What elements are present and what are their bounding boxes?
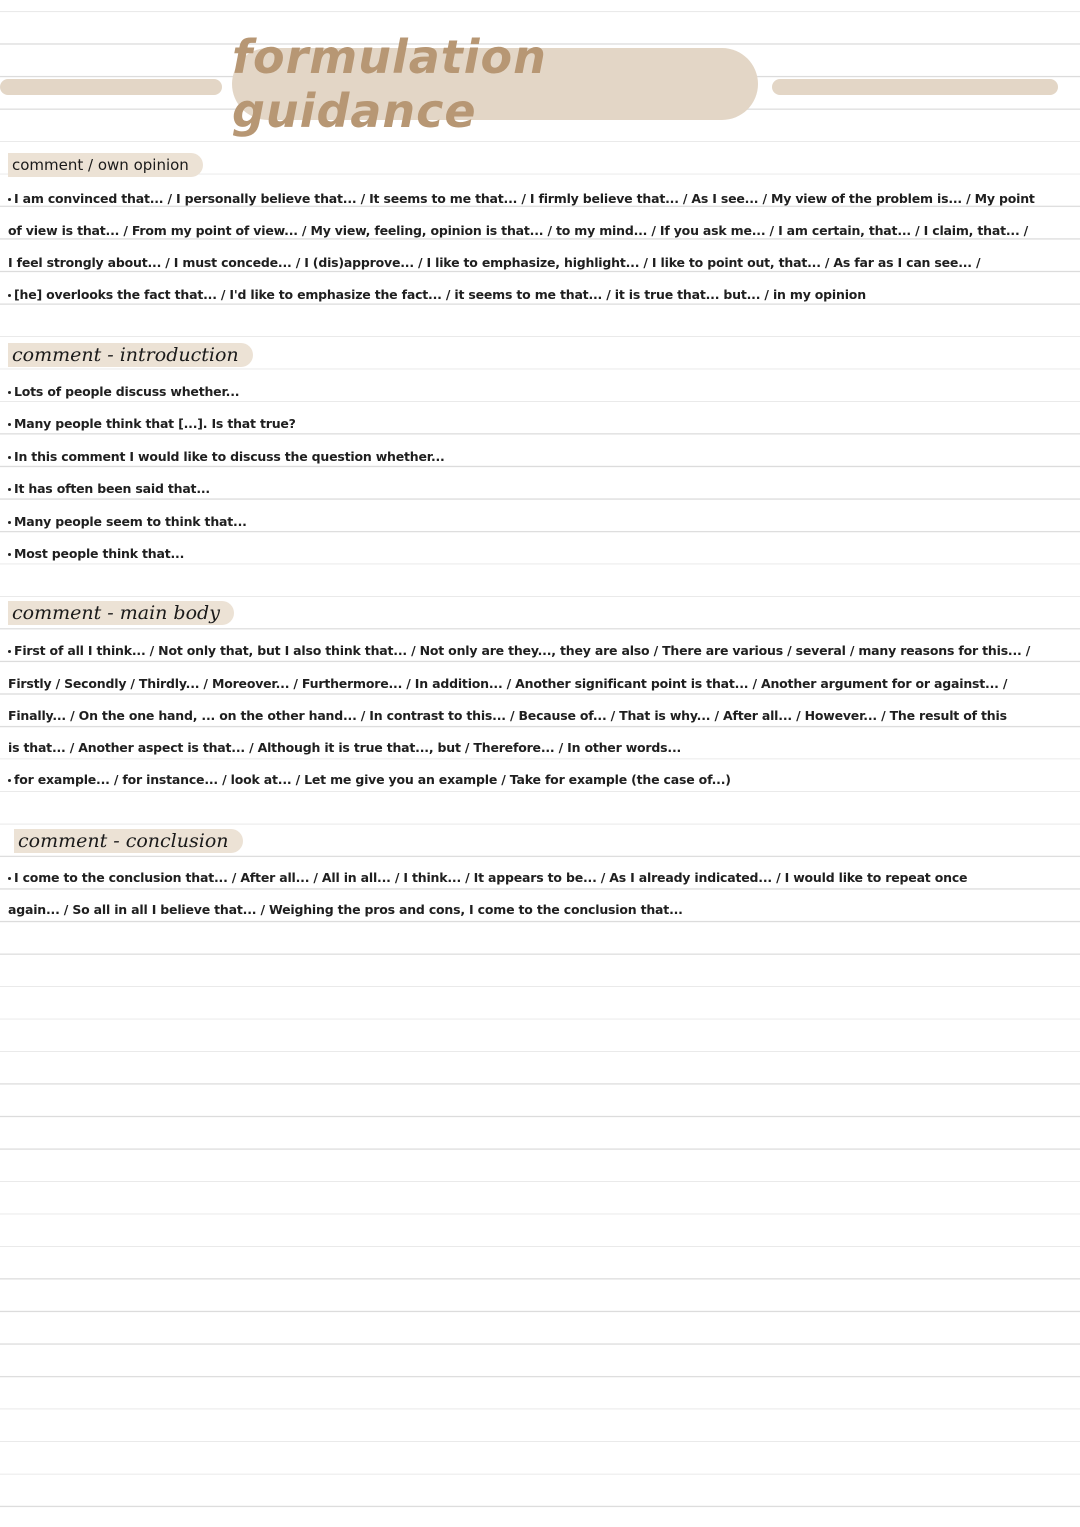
opinion-line: of view is that... / From my point of view... / My view, feeling, opinion is that... / to my mind... / If you ask me... / I am certain, that... / I claim, that... / (8, 223, 1029, 238)
section-label-opinion: comment / own opinion (8, 153, 203, 177)
main-body-line: Finally... / On the one hand, ... on the other hand... / In contrast to this... / Because of... / That is why... / After all... / However... / The result of this (8, 708, 1007, 723)
title-decoration-right (772, 79, 1058, 95)
bullet-icon (8, 877, 11, 880)
bullet-icon (8, 650, 11, 653)
main-body-line: Firstly / Secondly / Thirdly... / Moreover... / Furthermore... / In addition... / Another significant point is that... / Another argument for or against... / (8, 676, 1008, 691)
section-label-main-body: comment - main body (8, 601, 234, 625)
introduction-line: Many people think that [...]. Is that true? (8, 415, 1066, 433)
opinion-line: I am convinced that... / I personally believe that... / It seems to me that... / I firmly believe that... / As I see... / My view of the problem is... / My point (8, 190, 1066, 208)
opinion-line: [he] overlooks the fact that... / I'd like to emphasize the fact... / it seems to me that... / it is true that... but... / in my opinion (8, 286, 1066, 304)
conclusion-line: I come to the conclusion that... / After all... / All in all... / I think... / It appears to be... / As I already indicated... / I would like to repeat once (8, 869, 1066, 887)
title-badge (232, 30, 758, 138)
introduction-line: Lots of people discuss whether... (8, 383, 1066, 401)
bullet-icon (8, 779, 11, 782)
main-body-line: for example... / for instance... / look at... / Let me give you an example / Take for example (the case of...) (8, 771, 1066, 789)
bullet-icon (8, 391, 11, 394)
bullet-icon (8, 198, 11, 201)
conclusion-line: again... / So all in all I believe that... / Weighing the pros and cons, I come to the conclusion that... (8, 902, 683, 917)
bullet-icon (8, 488, 11, 491)
section-label-introduction: comment - introduction (8, 343, 253, 367)
bullet-icon (8, 553, 11, 556)
opinion-line: I feel strongly about... / I must concede... / I (dis)approve... / I like to emphasize, highlight... / I like to point out, that... / As far as I can see... / (8, 255, 981, 270)
introduction-line: Most people think that... (8, 545, 1066, 563)
bullet-icon (8, 294, 11, 297)
main-body-line: is that... / Another aspect is that... / Although it is true that..., but / Therefore... / In other words... (8, 740, 682, 755)
bullet-icon (8, 423, 11, 426)
introduction-line: Many people seem to think that... (8, 513, 1066, 531)
introduction-line: In this comment I would like to discuss the question whether... (8, 448, 1066, 466)
page-title: formulation guidance (232, 30, 547, 138)
main-body-line: First of all I think... / Not only that, but I also think that... / Not only are they..., they are also / There are various / several / many reasons for this... / (8, 642, 1066, 660)
bullet-icon (8, 456, 11, 459)
section-label-conclusion: comment - conclusion (14, 829, 243, 853)
title-decoration-left (0, 79, 222, 95)
introduction-line: It has often been said that... (8, 480, 1066, 498)
bullet-icon (8, 521, 11, 524)
